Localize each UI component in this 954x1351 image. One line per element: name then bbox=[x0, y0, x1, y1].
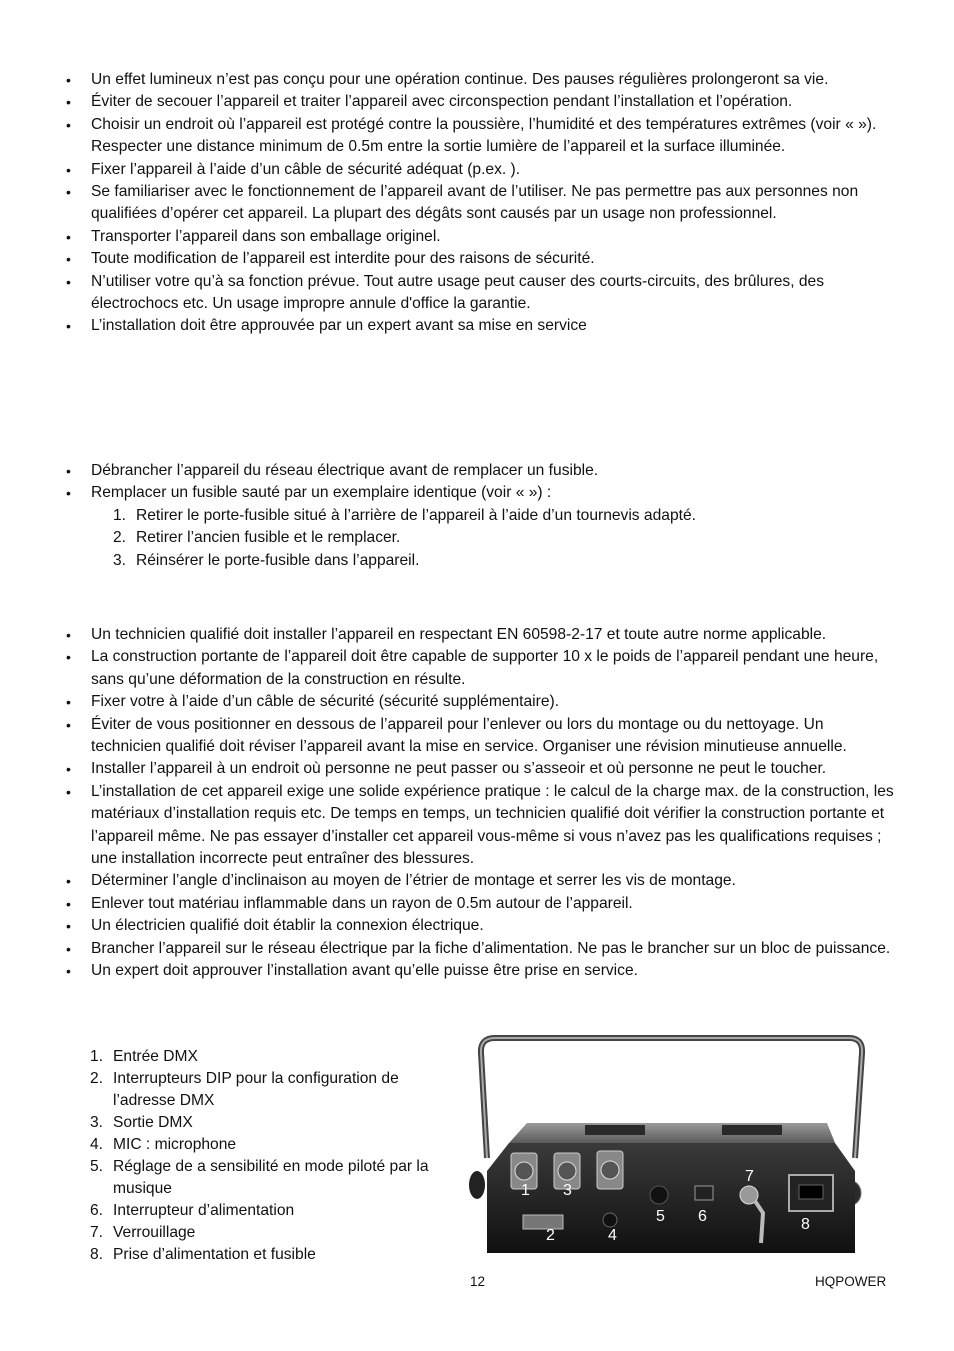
list-item: • Se familiariser avec le fonctionnement de l’appareil avant de l’utiliser. Ne pas permettre pas aux personnes non qualifiées d’opérer cet appareil. La plupart des dégâts sont causés par un usage non professionnel. bbox=[0, 181, 954, 226]
connection-item bbox=[0, 1222, 440, 1244]
item-text: Verrouillage bbox=[113, 1224, 196, 1241]
photo-label-4: 4 bbox=[608, 1227, 617, 1244]
safety-bullet-list bbox=[0, 69, 954, 338]
step-text: Retirer le porte-fusible situé à l’arrière de l’appareil à l’aide d’un tournevis adapté. bbox=[136, 506, 696, 524]
device-illustration bbox=[467, 1033, 887, 1263]
photo-label-2: 2 bbox=[546, 1227, 555, 1244]
bracket-knob bbox=[469, 1171, 485, 1199]
item-text: Entrée DMX bbox=[113, 1048, 198, 1065]
power-switch bbox=[695, 1186, 713, 1200]
item-number: 8. bbox=[90, 1246, 104, 1263]
photo-label-1: 1 bbox=[521, 1182, 530, 1199]
item-text: Interrupteurs DIP pour la configuration de l’adresse DMX bbox=[113, 1070, 399, 1109]
sensitivity-knob bbox=[650, 1186, 668, 1204]
step-item bbox=[0, 527, 954, 549]
list-item: • L’installation doit être approuvée par un expert avant sa mise en service bbox=[0, 315, 954, 337]
item-number: 5. bbox=[90, 1158, 104, 1175]
list-item: • Fixer l’appareil à l’aide d’un câble de sécurité adéquat (p.ex. ). bbox=[0, 159, 954, 181]
photo-label-7: 7 bbox=[745, 1168, 754, 1185]
device-top bbox=[509, 1123, 835, 1143]
list-item: • Éviter de secouer l’appareil et traiter l’appareil avec circonspection pendant l’installation et l’opération. bbox=[0, 91, 954, 113]
connections-list bbox=[0, 1046, 440, 1266]
list-item: • Enlever tout matériau inflammable dans un rayon de 0.5m autour de l’appareil. bbox=[0, 893, 954, 915]
list-item: • Fixer votre à l’aide d’un câble de sécurité (sécurité supplémentaire). bbox=[0, 691, 954, 713]
fuse-bullet-list bbox=[0, 460, 954, 505]
list-item: • Un technicien qualifié doit installer l’appareil en respectant EN 60598-2-17 et toute autre norme applicable. bbox=[0, 624, 954, 646]
step-number: 3. bbox=[113, 551, 127, 569]
item-number: 3. bbox=[90, 1114, 104, 1131]
step-text: Retirer l’ancien fusible et le remplacer. bbox=[136, 529, 401, 547]
item-number: 4. bbox=[90, 1136, 104, 1153]
connection-item bbox=[0, 1134, 440, 1156]
list-item: • La construction portante de l’appareil doit être capable de supporter 10 x le poids de l’appareil pendant une heure, sans qu’une déformation de la construction en résulte. bbox=[0, 646, 954, 691]
list-item: • L’installation de cet appareil exige une solide expérience pratique : le calcul de la charge max. de la construction, les matériaux d’installation requis etc. De temps en temps, un technicien qualifié doit vérifier la construction portante et l’appareil même. Ne pas essayer d’installer cet appareil vous-même si vous n’avez pas les qualifications requises ; une installation incorrecte peut entraîner des blessures. bbox=[0, 781, 954, 871]
photo-label-8: 8 bbox=[801, 1216, 810, 1233]
photo-label-3: 3 bbox=[563, 1182, 572, 1199]
list-item: • Remplacer un fusible sauté par un exemplaire identique (voir « ») : bbox=[0, 482, 954, 504]
item-text: Sortie DMX bbox=[113, 1114, 193, 1131]
dmx-thru-connector bbox=[597, 1151, 623, 1189]
list-item: • Toute modification de l’appareil est interdite pour des raisons de sécurité. bbox=[0, 248, 954, 270]
photo-label-5: 5 bbox=[656, 1208, 665, 1225]
item-text: Réglage de a sensibilité en mode piloté par la musique bbox=[113, 1158, 429, 1197]
step-item bbox=[0, 505, 954, 527]
list-item: • Éviter de vous positionner en dessous de l’appareil pour l’enlever ou lors du montage ou du nettoyage. Un technicien qualifié doit réviser l’appareil avant la mise en service. Organiser une révision minutieuse annuelle. bbox=[0, 714, 954, 759]
device-back-panel-photo bbox=[467, 1033, 887, 1263]
vent bbox=[585, 1125, 645, 1135]
socket-inlet bbox=[799, 1185, 823, 1199]
list-item: • Transporter l’appareil dans son emballage originel. bbox=[0, 226, 954, 248]
step-item bbox=[0, 550, 954, 572]
connection-item bbox=[0, 1244, 440, 1266]
list-item: • Un effet lumineux n’est pas conçu pour une opération continue. Des pauses régulières prolongeront sa vie. bbox=[0, 69, 954, 91]
connection-item bbox=[0, 1068, 440, 1112]
list-item: • Installer l’appareil à un endroit où personne ne peut passer ou s’asseoir et où personne ne peut le toucher. bbox=[0, 758, 954, 780]
safety-guidelines-section bbox=[0, 69, 954, 338]
connection-item bbox=[0, 1156, 440, 1200]
brand-name: HQPOWER bbox=[815, 1274, 887, 1289]
step-text: Réinsérer le porte-fusible dans l’appareil. bbox=[136, 551, 420, 569]
page-number: 12 bbox=[470, 1274, 486, 1289]
fuse-steps-list bbox=[0, 505, 954, 572]
list-item: • Choisir un endroit où l’appareil est protégé contre la poussière, l’humidité et des températures extrêmes (voir « »). Respecter une distance minimum de 0.5m entre la sortie lumière de l’appareil et la surface illuminée. bbox=[0, 114, 954, 159]
item-text: MIC : microphone bbox=[113, 1136, 237, 1153]
installation-bullet-list bbox=[0, 624, 954, 983]
item-text: Prise d’alimentation et fusible bbox=[113, 1246, 316, 1263]
connection-item bbox=[0, 1112, 440, 1134]
fuse-replacement-section bbox=[0, 460, 954, 572]
connection-item bbox=[0, 1200, 440, 1222]
list-item: • N’utiliser votre qu’à sa fonction prévue. Tout autre usage peut causer des courts-circuits, des brûlures, des électrochocs etc. Un usage impropre annule d'office la garantie. bbox=[0, 271, 954, 316]
connection-item bbox=[0, 1046, 440, 1068]
step-number: 1. bbox=[113, 506, 127, 524]
item-number: 6. bbox=[90, 1202, 104, 1219]
installation-section bbox=[0, 624, 954, 983]
item-number: 7. bbox=[90, 1224, 104, 1241]
step-number: 2. bbox=[113, 529, 127, 547]
list-item: • Un électricien qualifié doit établir la connexion électrique. bbox=[0, 915, 954, 937]
item-number: 2. bbox=[90, 1070, 104, 1087]
list-item: • Brancher l’appareil sur le réseau électrique par la fiche d’alimentation. Ne pas le brancher sur un bloc de puissance. bbox=[0, 938, 954, 960]
list-item: • Un expert doit approuver l’installation avant qu’elle puisse être prise en service. bbox=[0, 960, 954, 982]
list-item: • Débrancher l’appareil du réseau électrique avant de remplacer un fusible. bbox=[0, 460, 954, 482]
item-number: 1. bbox=[90, 1048, 104, 1065]
item-text: Interrupteur d’alimentation bbox=[113, 1202, 295, 1219]
vent bbox=[722, 1125, 782, 1135]
photo-label-6: 6 bbox=[698, 1208, 707, 1225]
list-item: • Déterminer l’angle d’inclinaison au moyen de l’étrier de montage et serrer les vis de montage. bbox=[0, 870, 954, 892]
dip-switches bbox=[523, 1215, 563, 1229]
microphone bbox=[603, 1213, 617, 1227]
